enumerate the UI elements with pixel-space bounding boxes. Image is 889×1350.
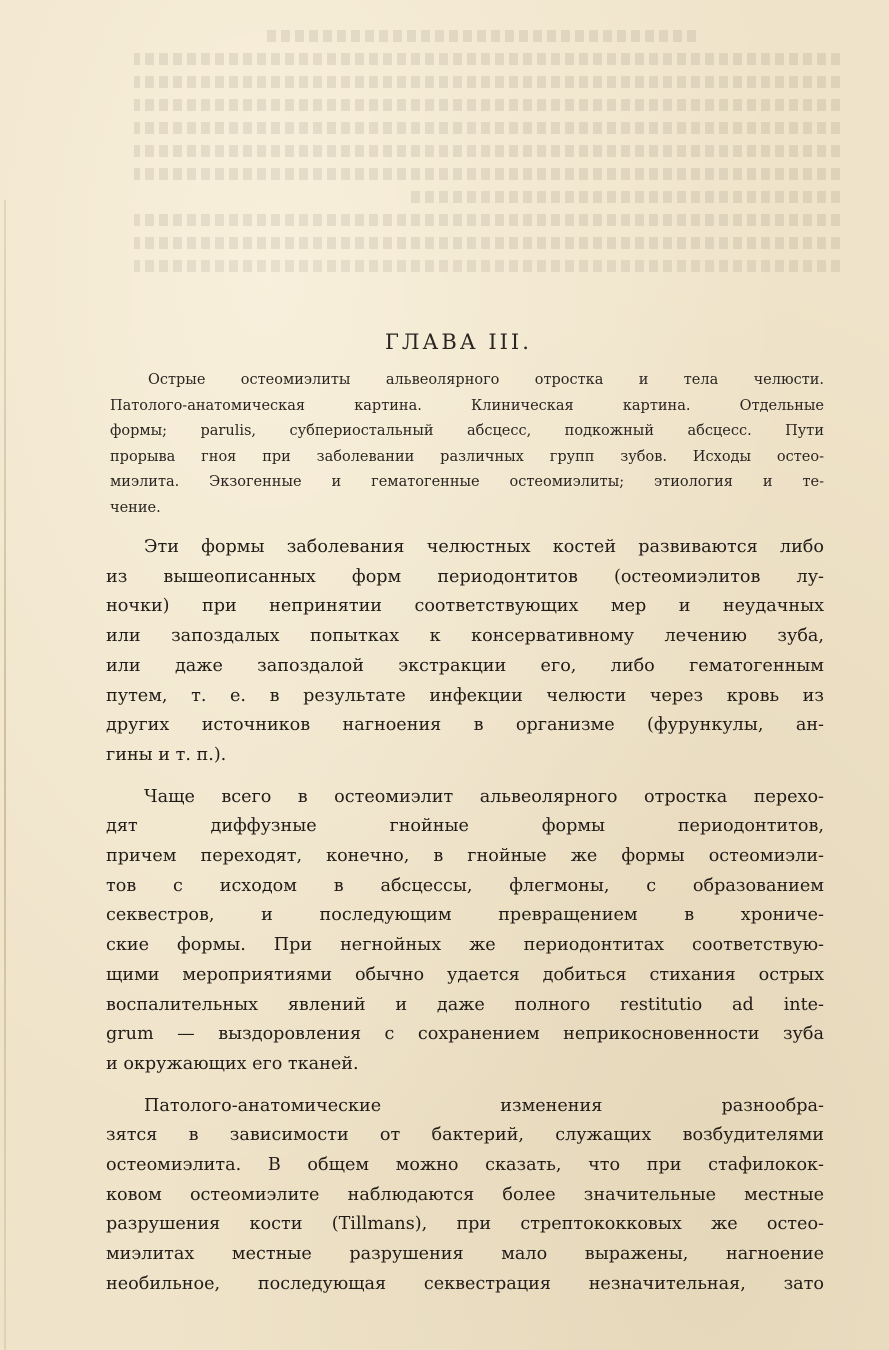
text-line: или даже запоздалой экстракции его, либо гематогенным — [106, 655, 824, 676]
text-line: Эти формы заболевания челюстных костей развиваются либо — [144, 537, 824, 557]
text-line: Патолого-анатомические изменения разнообра- — [144, 1095, 824, 1116]
text-line: тов с исходом в абсцессы, флегмоны, с образованием — [106, 875, 824, 896]
text-line: ковом остеомиэлите наблюдаются более значительные местные — [106, 1184, 824, 1205]
chapter-body — [106, 533, 824, 1312]
summary-line: миэлита. Экзогенные и гематогенные остеомиэлиты; этиология и те- — [110, 474, 824, 490]
text-line: секвестров, и последующим превращением в хрониче- — [106, 905, 824, 926]
paragraph-1 — [106, 533, 824, 771]
text-line: grum — выздоровления с сохранением неприкосновенности зуба — [106, 1024, 824, 1045]
text-line: необильное, последующая секвестрация незначительная, зато — [106, 1273, 824, 1294]
summary-line: Острые остеомиэлиты альвеолярного отростка и тела челюсти. — [148, 372, 824, 388]
text-line: миэлитах местные разрушения мало выражены, нагноение — [106, 1244, 824, 1265]
text-line: других источников нагноения в организме (фурункулы, ан- — [106, 715, 824, 736]
text-line: остеомиэлита. В общем можно сказать, что при стафилокок- — [106, 1155, 824, 1176]
text-line: путем, т. е. в результате инфекции челюсти через кровь из — [106, 685, 824, 706]
page-binding-edge — [4, 200, 6, 1350]
chapter-heading: ГЛАВА III. — [385, 330, 532, 354]
text-line: зятся в зависимости от бактерий, служащих возбудителями — [106, 1125, 824, 1146]
summary-line: Патолого-анатомическая картина. Клиническая картина. Отдельные — [110, 397, 824, 414]
summary-line: прорыва гноя при заболевании различных групп зубов. Исходы остео- — [110, 448, 824, 465]
text-line: разрушения кости (Tillmans), при стрептококковых же остео- — [106, 1214, 824, 1235]
chapter-summary — [110, 368, 824, 521]
text-line: ские формы. При негнойных же периодонтитах соответствую- — [106, 935, 824, 956]
text-line: ночки) при непринятии соответствующих мер и неудачных — [106, 596, 824, 617]
paragraph-3 — [106, 1092, 824, 1300]
text-line: и окружающих его тканей. — [106, 1053, 359, 1074]
paragraph-2 — [106, 783, 824, 1080]
text-line: гины и т. п.). — [106, 744, 227, 765]
text-line-spaced-emphasis: дят диффузные гнойные формы периодонтитов, — [106, 816, 824, 837]
text-line: щими мероприятиями обычно удается добиться стихания острых — [106, 964, 824, 985]
text-line: причем переходят, конечно, в гнойные же формы остеомиэли- — [106, 846, 824, 867]
text-line: воспалительных явлений и даже полного restitutio ad inte- — [106, 994, 824, 1015]
summary-line: чение. — [110, 499, 161, 516]
text-line: или запоздалых попытках к консервативному лечению зуба, — [106, 626, 824, 647]
summary-line: формы; parulis, субпериостальный абсцесс, подкожный абсцесс. Пути — [110, 423, 824, 439]
text-line: из вышеописанных форм периодонтитов (остеомиэлитов лу- — [106, 566, 824, 587]
text-line: Чаще всего в остеомиэлит альвеолярного отростка перехо- — [144, 786, 824, 807]
